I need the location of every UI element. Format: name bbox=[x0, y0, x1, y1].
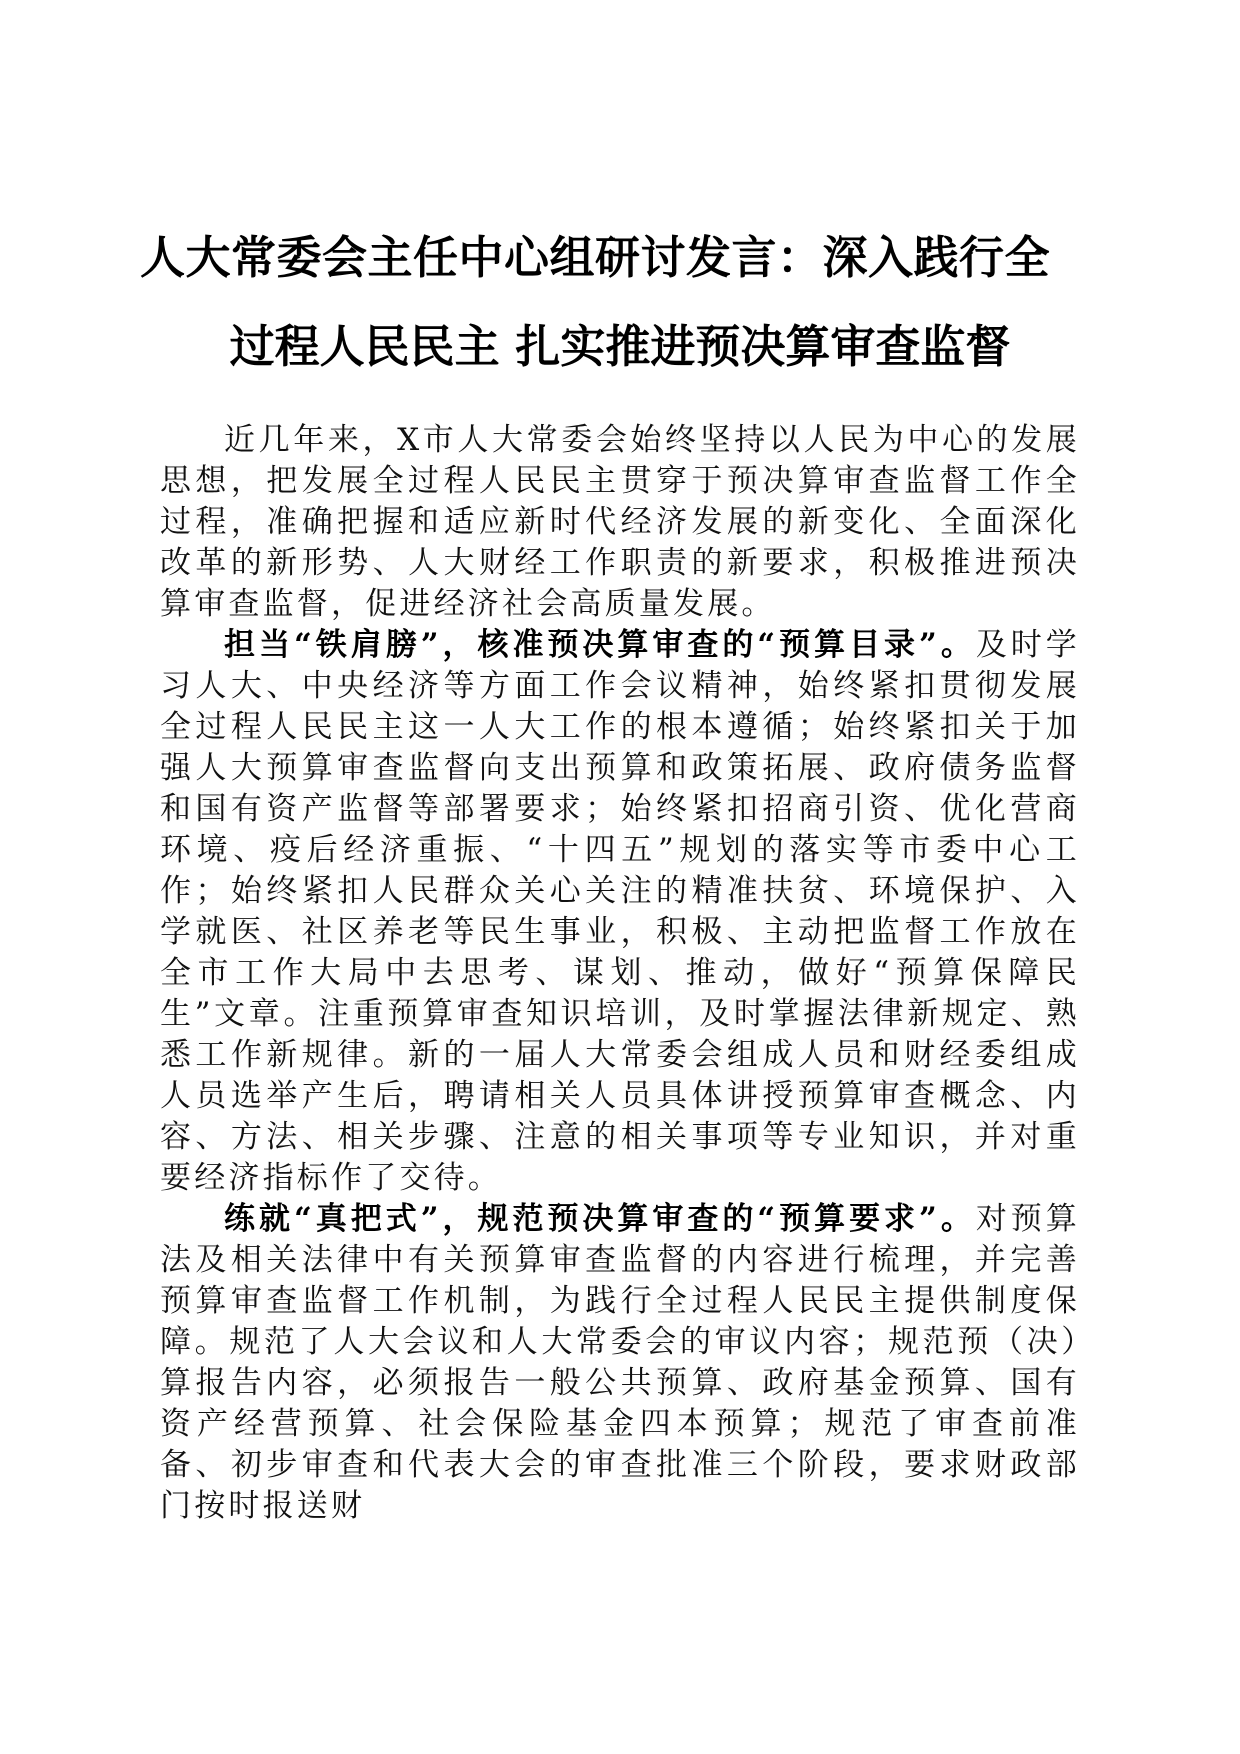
paragraph-heading: 练就“真把式”，规范预决算审查的“预算要求”。 bbox=[224, 1201, 976, 1237]
paragraph-text: 对预算法及相关法律中有关预算审查监督的内容进行梳理，并完善预算审查监督工作机制，为践行全过程人民民主提供制度保障。规范了人大会议和人大常委会的审议内容；规范预（决）算报告内容，必须报告一般公共预算、政府基金预算、国有资产经营预算、社会保险基金四本预算；规范了审查前准备、初步审查和代表大会的审查批准三个阶段，要求财政部门按时报送财 bbox=[160, 1201, 1080, 1524]
document-body bbox=[160, 420, 1080, 1527]
document-title bbox=[140, 228, 1100, 406]
title-line-2: 过程人民民主 扎实推进预决算审查监督 bbox=[229, 320, 1011, 373]
paragraph-text: 近几年来，X市人大常委会始终坚持以人民为中心的发展思想，把发展全过程人民民主贯穿于预决算审查监督工作全过程，准确把握和适应新时代经济发展的新变化、全面深化改革的新形势、人大财经工作职责的新要求，积极推进预决算审查监督，促进经济社会高质量发展。 bbox=[160, 422, 1080, 622]
paragraph-text: 及时学习人大、中央经济等方面工作会议精神，始终紧扣贯彻发展全过程人民民主这一人大工作的根本遵循；始终紧扣关于加强人大预算审查监督向支出预算和政策拓展、政府债务监督和国有资产监督等部署要求；始终紧扣招商引资、优化营商环境、疫后经济重振、“十四五”规划的落实等市委中心工作；始终紧扣人民群众关心关注的精准扶贫、环境保护、入学就医、社区养老等民生事业，积极、主动把监督工作放在全市工作大局中去思考、谋划、推动，做好“预算保障民生”文章。注重预算审查知识培训，及时掌握法律新规定、熟悉工作新规律。新的一届人大常委会组成人员和财经委组成人员选举产生后，聘请相关人员具体讲授预算审查概念、内容、方法、相关步骤、注意的相关事项等专业知识，并对重要经济指标作了交待。 bbox=[160, 627, 1080, 1196]
title-line-1: 人大常委会主任中心组研讨发言：深入践行全 bbox=[140, 231, 1051, 284]
paragraph-heading: 担当“铁肩膀”，核准预决算审查的“预算目录”。 bbox=[224, 627, 976, 663]
paragraph-budget-requirements bbox=[160, 1199, 1080, 1527]
paragraph-budget-catalog bbox=[160, 625, 1080, 1199]
paragraph-intro bbox=[160, 420, 1080, 625]
